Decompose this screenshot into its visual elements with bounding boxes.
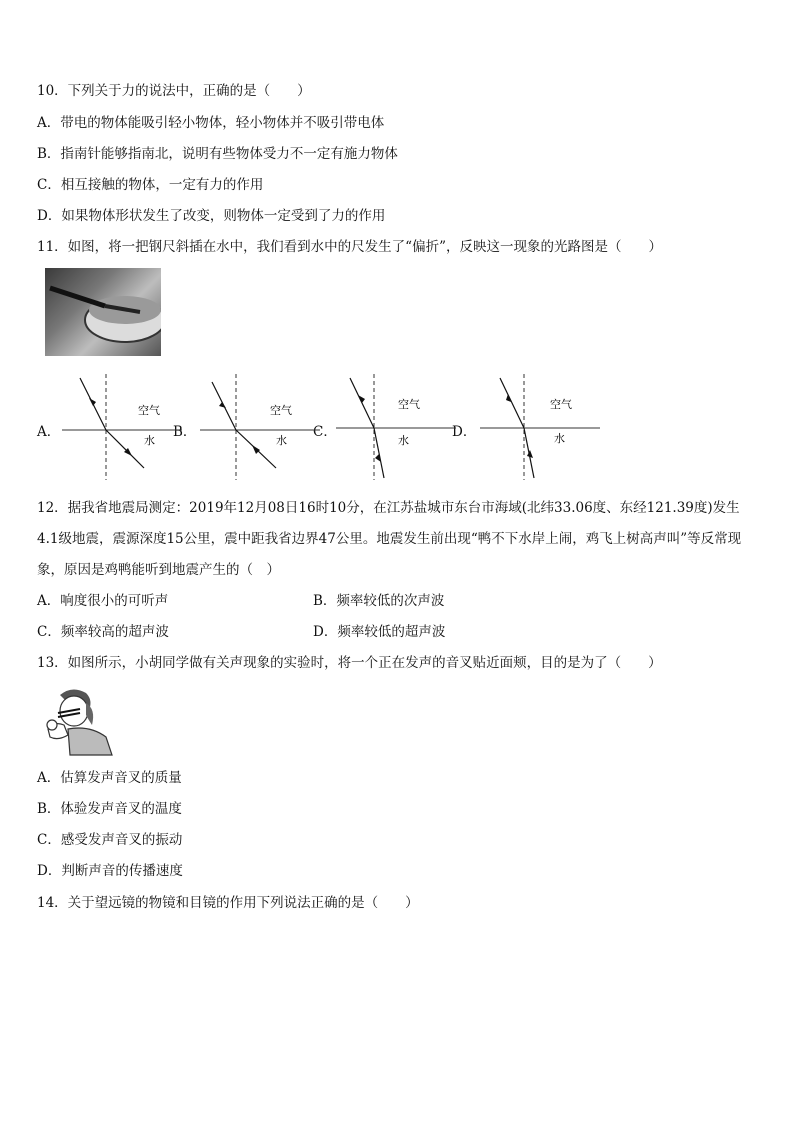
q13-stem: 13．如图所示，小胡同学做有关声现象的实验时，将一个正在发声的音叉贴近面颊，目的是为了（ ） — [37, 655, 662, 671]
q10-option-d: D．如果物体形状发生了改变，则物体一定受到了力的作用 — [37, 208, 386, 224]
q10-option-b: B．指南针能够指南北，说明有些物体受力不一定有施力物体 — [37, 146, 398, 162]
ray-diagram-b — [198, 372, 324, 484]
q12-option-d: D．频率较低的超声波 — [313, 624, 446, 640]
q13-option-d: D．判断声音的传播速度 — [37, 863, 183, 879]
ray-diagram-c — [334, 372, 460, 484]
water-label: 水 — [144, 434, 155, 447]
q12-option-a: A．响度很小的可听声 — [37, 593, 169, 609]
water-label: 水 — [554, 432, 565, 445]
q11-label-a: A． — [37, 424, 61, 440]
ray-diagram-d — [478, 372, 604, 484]
q11-stem: 11．如图，将一把钢尺斜插在水中，我们看到水中的尺发生了“偏折”，反映这一现象的光路图是（ ） — [37, 239, 662, 255]
air-label: 空气 — [398, 398, 420, 411]
q12-stem: 12．据我省地震局测定：2019年12月08日16时10分，在江苏盐城市东台市海域(北纬33.06度、东经121.39度)发生4.1级地震，震源深度15公里，震中距我省边界47公里。地震发生前出现“鸭不下水岸上闹，鸡飞上树高声叫”等反常现象，原因是鸡鸭能听到地震产生的（ ） — [37, 500, 742, 578]
q10-option-c: C．相互接触的物体，一定有力的作用 — [37, 177, 264, 193]
q12-option-c: C．频率较高的超声波 — [37, 624, 169, 640]
air-label: 空气 — [270, 404, 292, 417]
q10-stem: 10．下列关于力的说法中，正确的是（ ） — [37, 83, 311, 99]
q13-option-c: C．感受发声音叉的振动 — [37, 832, 183, 848]
q11-label-b: B． — [173, 424, 197, 440]
girl-tuning-fork-image — [40, 685, 118, 757]
q11-label-d: D． — [452, 424, 477, 440]
ray-diagram-a — [60, 372, 186, 484]
water-label: 水 — [276, 434, 287, 447]
q13-option-b: B．体验发声音叉的温度 — [37, 801, 182, 817]
air-label: 空气 — [550, 398, 572, 411]
ruler-in-water-photo — [45, 268, 161, 356]
q13-option-a: A．估算发声音叉的质量 — [37, 770, 182, 786]
q14-stem: 14．关于望远镜的物镜和目镜的作用下列说法正确的是（ ） — [37, 895, 419, 911]
q10-option-a: A．带电的物体能吸引轻小物体，轻小物体并不吸引带电体 — [37, 115, 385, 131]
air-label: 空气 — [138, 404, 160, 417]
q11-label-c: C． — [313, 424, 337, 440]
q12-option-b: B．频率较低的次声波 — [313, 593, 445, 609]
water-label: 水 — [398, 434, 409, 447]
